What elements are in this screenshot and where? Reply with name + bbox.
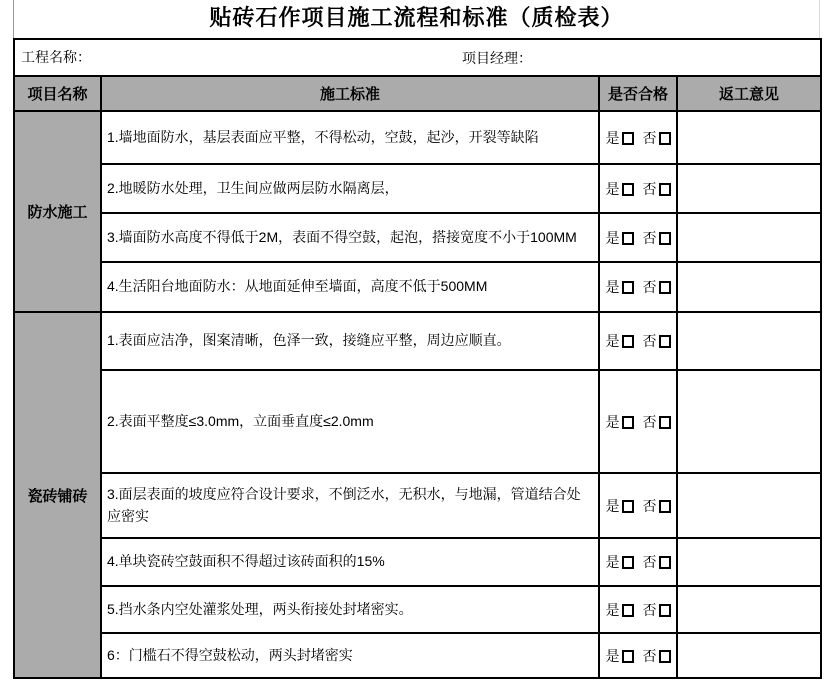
no-label: 否 — [642, 333, 657, 349]
quality-check-table — [13, 38, 822, 679]
rework-cell[interactable] — [677, 213, 821, 262]
pass-cell — [599, 262, 677, 312]
rework-cell[interactable] — [677, 473, 821, 538]
rework-cell[interactable] — [677, 111, 821, 164]
standard-text: 6：门槛石不得空鼓松动，两头封堵密实 — [101, 633, 599, 678]
section-label-waterproofing: 防水施工 — [14, 111, 101, 312]
no-checkbox[interactable] — [659, 604, 671, 617]
col-header-pass: 是否合格 — [599, 76, 677, 111]
table-row — [14, 262, 821, 312]
no-checkbox[interactable] — [659, 281, 671, 294]
standard-text: 3.面层表面的坡度应符合设计要求，不倒泛水，无积水，与地漏，管道结合处应密实 — [101, 473, 599, 538]
info-row — [14, 39, 821, 76]
yes-label: 是 — [605, 229, 620, 246]
pass-cell — [599, 213, 677, 262]
yes-label: 是 — [605, 413, 620, 430]
no-checkbox[interactable] — [659, 416, 671, 429]
no-label: 否 — [642, 180, 657, 197]
rework-cell[interactable] — [677, 370, 821, 473]
col-header-project-name: 项目名称 — [14, 76, 101, 111]
yes-checkbox[interactable] — [622, 232, 634, 245]
yes-checkbox[interactable] — [622, 500, 634, 513]
pass-cell — [599, 586, 677, 633]
yes-label: 是 — [605, 601, 620, 618]
yes-checkbox[interactable] — [622, 604, 634, 617]
pass-cell — [599, 473, 677, 538]
page-title: 贴砖石作项目施工流程和标准（质检表） — [13, 0, 820, 38]
section-label-tiling: 瓷砖铺砖 — [14, 312, 101, 678]
table-row — [14, 473, 821, 538]
yes-label: 是 — [605, 279, 620, 295]
no-checkbox[interactable] — [659, 232, 671, 245]
pass-cell — [599, 633, 677, 678]
pass-cell — [599, 111, 677, 164]
pass-cell — [599, 370, 677, 473]
no-label: 否 — [642, 229, 657, 246]
project-name-input[interactable] — [91, 48, 211, 68]
yes-checkbox[interactable] — [622, 650, 634, 663]
no-checkbox[interactable] — [659, 556, 671, 569]
yes-checkbox[interactable] — [622, 416, 634, 429]
yes-label: 是 — [605, 129, 620, 146]
rework-cell[interactable] — [677, 164, 821, 213]
table-row — [14, 213, 821, 262]
no-label: 否 — [642, 129, 657, 146]
rework-cell[interactable] — [677, 633, 821, 678]
no-checkbox[interactable] — [659, 335, 671, 348]
no-checkbox[interactable] — [659, 183, 671, 196]
project-name-label: 工程名称： — [21, 48, 91, 65]
standard-text: 1.表面应洁净，图案清晰，色泽一致，接缝应平整，周边应顺直。 — [101, 312, 599, 370]
yes-checkbox[interactable] — [622, 335, 634, 348]
yes-checkbox[interactable] — [622, 281, 634, 294]
col-header-rework: 返工意见 — [677, 76, 821, 111]
table-row — [14, 586, 821, 633]
table-row — [14, 370, 821, 473]
yes-checkbox[interactable] — [622, 132, 634, 145]
no-checkbox[interactable] — [659, 500, 671, 513]
col-header-standard: 施工标准 — [101, 76, 599, 111]
table-row — [14, 633, 821, 678]
standard-text: 4.生活阳台地面防水：从地面延伸至墙面，高度不低于500MM — [101, 262, 599, 312]
no-checkbox[interactable] — [659, 132, 671, 145]
standard-text: 3.墙面防水高度不得低于2M，表面不得空鼓，起泡，搭接宽度不小于100MM — [101, 213, 599, 262]
no-label: 否 — [642, 497, 657, 514]
yes-checkbox[interactable] — [622, 556, 634, 569]
standard-text: 4.单块瓷砖空鼓面积不得超过该砖面积的15% — [101, 538, 599, 586]
pass-cell — [599, 312, 677, 370]
standard-text: 2.表面平整度≤3.0mm，立面垂直度≤2.0mm — [101, 370, 599, 473]
table-row — [14, 538, 821, 586]
yes-checkbox[interactable] — [622, 183, 634, 196]
pass-cell — [599, 538, 677, 586]
standard-text: 1.墙地面防水，基层表面应平整，不得松动，空鼓，起沙，开裂等缺陷 — [101, 111, 599, 164]
info-cell — [14, 39, 821, 76]
pass-cell — [599, 164, 677, 213]
table-row — [14, 111, 821, 164]
no-label: 否 — [642, 601, 657, 618]
yes-label: 是 — [605, 497, 620, 514]
yes-label: 是 — [605, 647, 620, 664]
table-row — [14, 164, 821, 213]
standard-text: 2.地暖防水处理，卫生间应做两层防水隔离层， — [101, 164, 599, 213]
no-label: 否 — [642, 647, 657, 664]
no-label: 否 — [642, 554, 657, 570]
no-label: 否 — [642, 279, 657, 295]
standard-text: 5.挡水条内空处灌浆处理，两头衔接处封堵密实。 — [101, 586, 599, 633]
yes-label: 是 — [605, 554, 620, 570]
table-row — [14, 312, 821, 370]
rework-cell[interactable] — [677, 538, 821, 586]
project-manager-label: 项目经理： — [462, 49, 532, 66]
no-label: 否 — [642, 413, 657, 430]
rework-cell[interactable] — [677, 586, 821, 633]
rework-cell[interactable] — [677, 262, 821, 312]
header-row — [14, 76, 821, 111]
yes-label: 是 — [605, 180, 620, 197]
yes-label: 是 — [605, 333, 620, 349]
rework-cell[interactable] — [677, 312, 821, 370]
no-checkbox[interactable] — [659, 650, 671, 663]
